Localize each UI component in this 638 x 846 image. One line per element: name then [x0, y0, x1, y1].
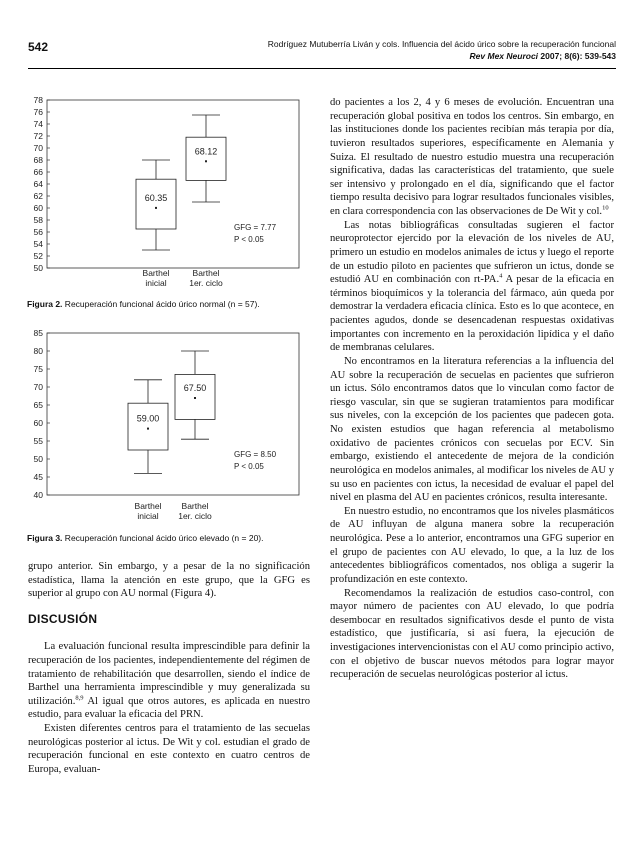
- x-category-label: Barthel: [134, 501, 162, 511]
- right-paragraph-5: Recomendamos la realización de estudios caso-control, con mayor número de pacientes con AU elevado, lo que podría desembocar en resultados significativos desde el punto de vista estadístico, que justificaría, si así fuera, la ejecución de investigaciones intervencionistas con el AU como principio activo, con el objetivo de buscar nuevos métodos para lograr mayor recuperación de secuelas neurológicas posterior al ictus.: [330, 587, 614, 681]
- y-tick-label: 66: [33, 167, 43, 177]
- page-number: 542: [28, 40, 49, 54]
- y-tick-label: 80: [33, 346, 43, 356]
- right-column: [330, 96, 614, 682]
- right-paragraph-4: En nuestro estudio, no encontramos que los niveles plasmáticos de AU influyan de alguna manera sobre la recuperación neurológica. Pese a lo anterior, encontramos una GFG superior en el grupo de pacientes con AU elevado, lo que, a la luz de los antecedentes bibliográficos comentados, nos obliga a sugerir la profundización en este contexto.: [330, 505, 614, 585]
- stat-gfg: GFG = 7.77: [234, 223, 277, 232]
- x-category-label: 1er. ciclo: [189, 278, 223, 288]
- box-body: [186, 137, 226, 180]
- citation-4: 4: [499, 272, 503, 280]
- header-journal: Rev Mex Neuroci: [469, 51, 539, 61]
- x-category-label: Barthel: [192, 268, 220, 278]
- y-tick-label: 54: [33, 239, 43, 249]
- figure-3-label: Figura 3.: [27, 533, 63, 543]
- y-tick-label: 75: [33, 364, 43, 374]
- right-p1-text: do pacientes a los 2, 4 y 6 meses de evolución. Encuentran una recuperación global positiva en todos los centros. Sin embargo, en las instituciones donde los pacientes recibían más terapia por día, tuvieron resultados superiores, específicamente en Alemania y Suiza. El resultado de nuestro estudio muestra una recuperación significativa, dadas las características del tratamiento, que suele ser intensivo y prolongado en el día, significando que el factor tiempo resulta decisivo para lograr resultados funcionales visibles, en clara correspondencia con las observaciones de De Wit y col.: [330, 97, 614, 217]
- figure-2-svg: [25, 92, 310, 292]
- x-category-label: Barthel: [181, 501, 209, 511]
- y-tick-label: 62: [33, 191, 43, 201]
- mean-marker: [205, 160, 207, 162]
- y-tick-label: 60: [33, 203, 43, 213]
- figure-3-svg: [25, 325, 310, 530]
- left-column: [28, 560, 310, 776]
- right-p2-text-end: A pesar de la eficacia en términos bioquímicos y la tolerancia del fármaco, aún queda por demostrar la verdadera eficacia clínica. Esto es lo que acontece, en pacientes agudos, donde se desencadenan respuestas oxidativas importantes con incremento en la peroxidación lipídica y el daño de membranas celulares.: [330, 274, 614, 354]
- header-article-title: Rodríguez Mutuberría Liván y cols. Influencia del ácido úrico sobre la recuperación funcional: [267, 39, 616, 49]
- left-p2-text-end: Al igual que otros autores, es aplicada en nuestro estudio, para evaluar la eficacia del PRN.: [28, 695, 310, 721]
- left-paragraph-3: Existen diferentes centros para el tratamiento de las secuelas neurológicas posterior al ictus. De Wit y col. estudian el grado de recuperación funcional en este contexto en cuatro centros de Europa, evaluan-: [28, 722, 310, 775]
- y-tick-label: 55: [33, 436, 43, 446]
- mean-marker: [147, 428, 149, 430]
- y-tick-label: 68: [33, 155, 43, 165]
- right-paragraph-1: [330, 96, 614, 219]
- right-paragraph-2: [330, 219, 614, 355]
- y-tick-label: 60: [33, 418, 43, 428]
- figure-2-chart: [25, 92, 310, 292]
- y-tick-label: 76: [33, 107, 43, 117]
- header-rule: [28, 68, 616, 69]
- figure-3-caption-text: Recuperación funcional ácido úrico elevado (n = 20).: [62, 533, 264, 543]
- y-tick-label: 70: [33, 143, 43, 153]
- y-tick-label: 40: [33, 490, 43, 500]
- mean-value-label: 60.35: [144, 192, 168, 203]
- x-category-label: Barthel: [142, 268, 170, 278]
- figure-2-label: Figura 2.: [27, 299, 63, 309]
- box-body: [136, 179, 176, 229]
- figure-3-caption: [27, 533, 312, 544]
- y-tick-label: 58: [33, 215, 43, 225]
- box-body: [128, 403, 168, 450]
- header-volume: 2007; 8(6): 539-543: [538, 51, 616, 61]
- left-paragraph-1: grupo anterior. Sin embargo, y a pesar de la no significación estadística, llama la atención en este grupo, que la GFG es superior al grupo con AU normal (Figura 4).: [28, 561, 310, 600]
- stat-gfg: GFG = 8.50: [234, 450, 277, 459]
- y-tick-label: 70: [33, 382, 43, 392]
- stat-p: P < 0.05: [234, 235, 264, 244]
- mean-value-label: 67.50: [183, 383, 207, 393]
- citation-10: 10: [602, 204, 609, 212]
- running-header: [268, 38, 616, 62]
- x-category-label: 1er. ciclo: [178, 511, 212, 521]
- figure-3-chart: [25, 325, 310, 530]
- y-tick-label: 50: [33, 263, 43, 273]
- y-tick-label: 56: [33, 227, 43, 237]
- box-body: [175, 374, 215, 419]
- y-tick-label: 65: [33, 400, 43, 410]
- mean-value-label: 68.12: [194, 146, 218, 157]
- left-p2-text: La evaluación funcional resulta imprescindible para definir la recuperación de los pacientes, independientemente del régimen de tratamiento de rehabilitación que desarrollen, siendo el índice de Barthel una herramienta imprescindible y muy generalizada su utilización.: [28, 641, 310, 707]
- mean-marker: [194, 397, 196, 399]
- right-paragraph-3: No encontramos en la literatura referencias a la influencia del AU sobre la recuperación de secuelas en pacientes que sufrieron un ictus. Sólo encontramos datos que lo vinculan como factor de riesgo vascular, sin que se sugieran tratamientos para modificar sus niveles, con la excepción de los pacientes que padecen gota. No existen estudios que hagan referencia al metabolismo oxidativo de pacientes crónicos con secuelas por ECV. Sin embargo, existiendo el antecedente de mejora de la condición neurológica en modelos animales, al modificar los niveles de AU y su uso en pacientes con ictus, la necesidad de evaluar el papel del nivel en plasma del AU en pacientes crónicos, resulta interesante.: [330, 355, 614, 504]
- left-paragraph-2: [28, 640, 310, 722]
- y-tick-label: 52: [33, 251, 43, 261]
- section-heading-discusion: DISCUSIÓN: [28, 611, 98, 626]
- mean-marker: [155, 207, 157, 209]
- y-tick-label: 85: [33, 328, 43, 338]
- citation-8-9: 8,9: [75, 694, 84, 702]
- figure-2-caption: [27, 299, 312, 310]
- y-tick-label: 64: [33, 179, 43, 189]
- figure-2-caption-text: Recuperación funcional ácido úrico normal (n = 57).: [62, 299, 260, 309]
- header-citation: [268, 50, 616, 62]
- x-category-label: inicial: [137, 511, 159, 521]
- y-tick-label: 72: [33, 131, 43, 141]
- stat-p: P < 0.05: [234, 462, 264, 471]
- right-p2-text: Las notas bibliográficas consultadas sugieren el factor neuroprotector ejercido por la elevación de los niveles de AU, primero un estudio en modelos animales de ictus y luego el reporte de un estudio piloto en pacientes que sufrieron un ictus, donde se estudió AU en combinación con rt-PA.: [330, 219, 614, 286]
- y-tick-label: 45: [33, 472, 43, 482]
- x-category-label: inicial: [145, 278, 167, 288]
- y-tick-label: 50: [33, 454, 43, 464]
- y-tick-label: 78: [33, 95, 43, 105]
- y-tick-label: 74: [33, 119, 43, 129]
- mean-value-label: 59.00: [136, 413, 160, 424]
